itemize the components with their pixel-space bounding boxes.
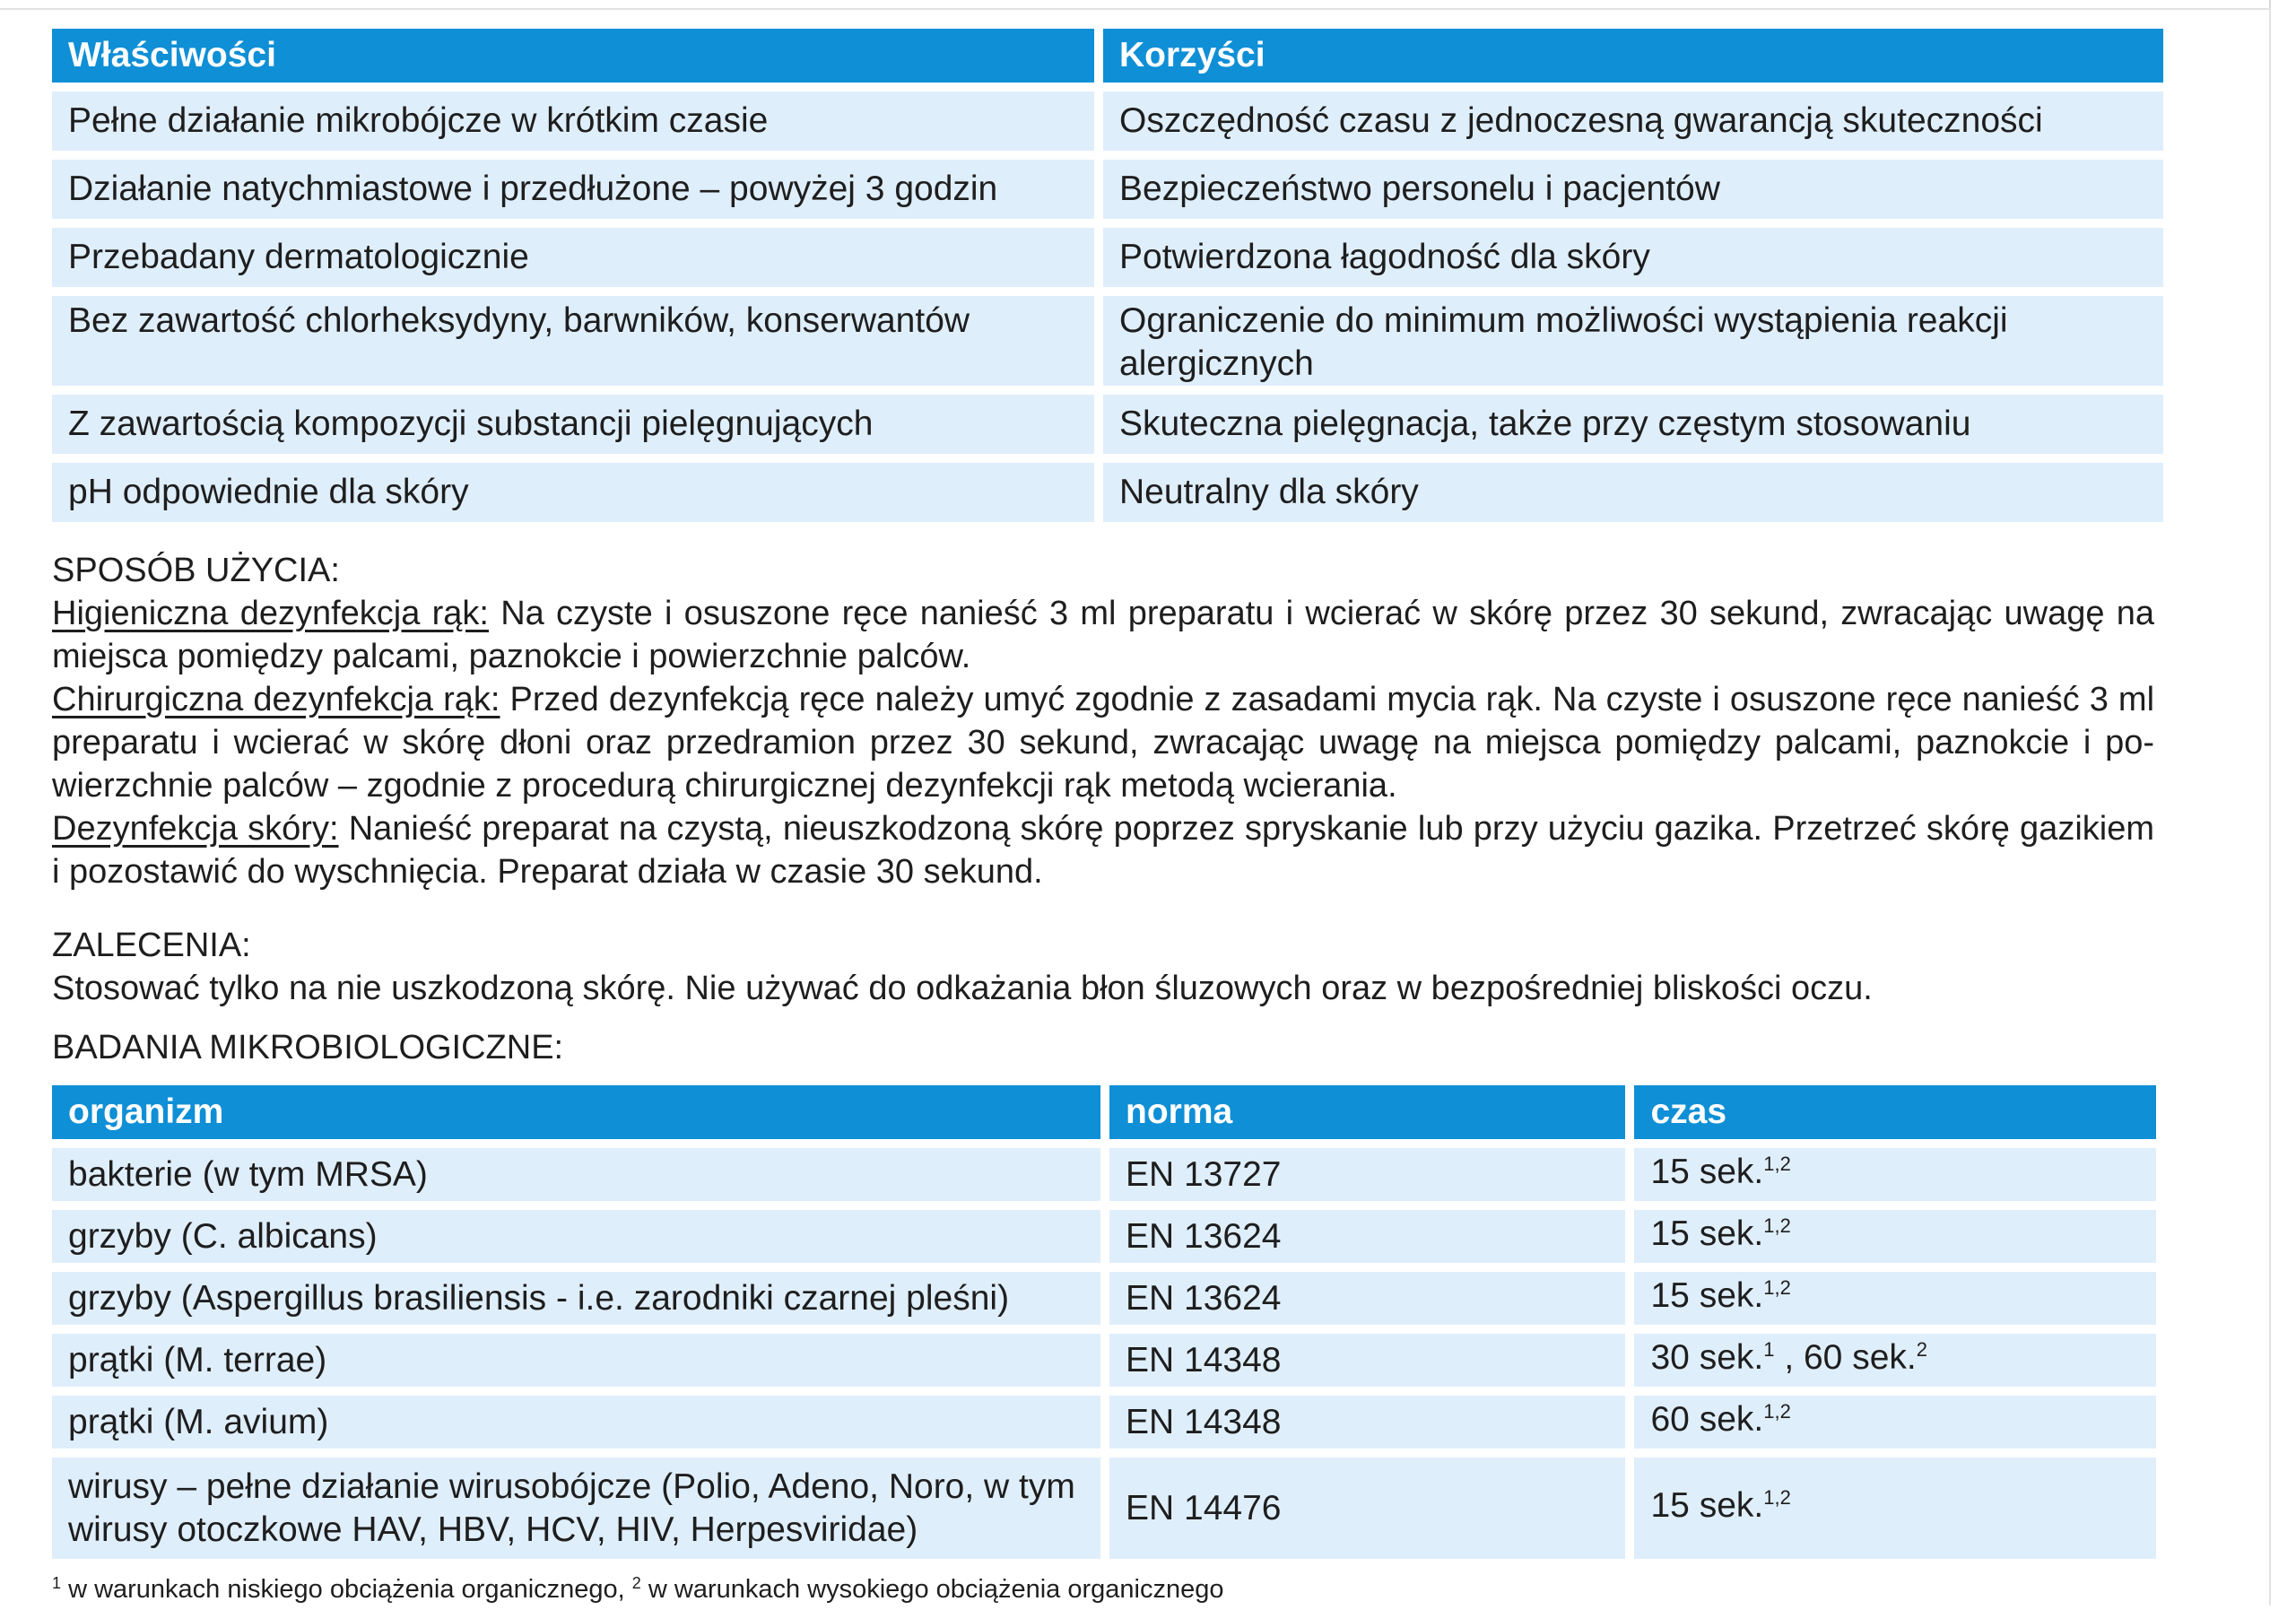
organism-cell: grzyby (C. albicans) (52, 1210, 1100, 1263)
time-cell: 15 sek.$^{1,2}$ (1634, 1210, 2156, 1263)
organism-cell: wirusy – pełne działanie wirusobójcze (Polio, Adeno, Noro, w tym wirusy otoczkowe HAV, HBV, HCV, HIV, Herpesviridae) (52, 1458, 1100, 1559)
norm-cell: EN 14476 (1109, 1458, 1625, 1559)
header-benefits: Korzyści (1103, 29, 2163, 83)
microbiology-table (43, 1076, 2165, 1568)
recommendations-heading: ZALECENIA: (52, 927, 251, 964)
property-cell: Bez zawartość chlorheksydyny, barwników, konserwantów (52, 296, 1094, 386)
table-row (52, 296, 2163, 386)
usage-paragraph (52, 592, 2154, 678)
header-properties: Właściwości (52, 29, 1094, 83)
property-cell: Działanie natychmiastowe i przedłużone – powyżej 3 godzin (52, 160, 1094, 219)
micro-header-row (52, 1085, 2156, 1139)
table-row (52, 395, 2163, 454)
table-row (52, 91, 2163, 151)
table-row (52, 1210, 2156, 1263)
header-time: czas (1634, 1085, 2156, 1139)
benefit-cell: Bezpieczeństwo personelu i pacjentów (1103, 160, 2163, 219)
page-corner (2242, 0, 2271, 9)
usage-section (52, 549, 2154, 893)
usage-paragraph (52, 807, 2154, 893)
organism-cell: prątki (M. avium) (52, 1396, 1100, 1449)
recommendations-section (52, 924, 2154, 1010)
time-cell: 30 sek.$^1$ , 60 sek.$^2$ (1634, 1334, 2156, 1387)
usage-text: Przed dezynfekcją ręce należy umyć zgodnie z zasadami mycia rąk. Na czyste i osuszone ręce nanieść 3 ml preparatu i wcierać w skórę dłoni oraz przedramion przez 30 sekund, zwracając uwagę na miejsca pomiędzy palcami, paznokcie i powierzchnie palców – zgodnie z procedurą chirurgicznej dezynfekcji rąk metodą wcierania. (52, 681, 2155, 805)
page-right-border (2269, 8, 2271, 1606)
organism-cell: bakterie (w tym MRSA) (52, 1148, 1100, 1201)
table-row (52, 1396, 2156, 1449)
recommendations-text: Stosować tylko na nie uszkodzoną skórę. Nie używać do odkażania błon śluzowych oraz w bezpośredniej bliskości oczu. (52, 970, 1873, 1007)
organism-cell: grzyby (Aspergillus brasiliensis - i.e. zarodniki czarnej pleśni) (52, 1272, 1100, 1325)
time-cell: 15 sek.$^{1,2}$ (1634, 1272, 2156, 1325)
norm-cell: EN 13727 (1109, 1148, 1625, 1201)
benefit-cell: Potwierdzona łagodność dla skóry (1103, 228, 2163, 287)
table-row (52, 1148, 2156, 1201)
norm-cell: EN 14348 (1109, 1334, 1625, 1387)
usage-label: Dezynfekcja skóry: (52, 810, 339, 848)
time-cell: 60 sek.$^{1,2}$ (1634, 1396, 2156, 1449)
table-row (52, 1458, 2156, 1559)
table-row (52, 1334, 2156, 1387)
properties-header-row (52, 29, 2163, 83)
micro-heading: BADANIA MIKROBIOLOGICZNE: (52, 1029, 564, 1066)
usage-label: Higieniczna dezynfekcja rąk: (52, 595, 489, 632)
header-organism: organizm (52, 1085, 1100, 1139)
header-norm: norma (1109, 1085, 1625, 1139)
usage-paragraph (52, 678, 2154, 807)
property-cell: Pełne działanie mikrobójcze w krótkim czasie (52, 91, 1094, 151)
usage-heading: SPOSÓB UŻYCIA: (52, 552, 340, 589)
table-row (52, 228, 2163, 287)
time-cell: 15 sek.$^{1,2}$ (1634, 1458, 2156, 1559)
benefit-cell: Skuteczna pielęgnacja, także przy częstym stosowaniu (1103, 395, 2163, 454)
property-cell: Z zawartością kompozycji substancji pielęgnujących (52, 395, 1094, 454)
document-content (52, 20, 2154, 1610)
benefit-cell: Neutralny dla skóry (1103, 463, 2163, 522)
properties-table (43, 20, 2172, 531)
benefit-cell: Oszczędność czasu z jednoczesną gwarancją skuteczności (1103, 91, 2163, 151)
time-cell: 15 sek.$^{1,2}$ (1634, 1148, 2156, 1201)
norm-cell: EN 14348 (1109, 1396, 1625, 1449)
table-row (52, 160, 2163, 219)
usage-text: Nanieść preparat na czystą, nieuszkodzoną skórę poprzez spryskanie lub przy użyciu gazika. Przetrzeć skórę gazikiem i pozostawić do wyschnięcia. Preparat działa w czasie 30 sekund. (52, 810, 2154, 891)
property-cell: Przebadany dermatologicznie (52, 228, 1094, 287)
property-cell: pH odpowiednie dla skóry (52, 463, 1094, 522)
norm-cell: EN 13624 (1109, 1272, 1625, 1325)
benefit-cell: Ograniczenie do minimum możliwości wystąpienia reakcji alergicznych (1103, 296, 2163, 386)
page-top-border (0, 0, 2269, 10)
norm-cell: EN 13624 (1109, 1210, 1625, 1263)
table-row (52, 463, 2163, 522)
table-row (52, 1272, 2156, 1325)
footnote: $^1$ w warunkach niskiego obciążenia organicznego, $^2$ w warunkach wysokiego obciążenia organicznego (52, 1574, 1224, 1604)
micro-section (52, 1026, 2154, 1069)
usage-label: Chirurgiczna dezynfekcja rąk: (52, 681, 500, 718)
usage-text: Na czyste i osuszone ręce nanieść 3 ml preparatu i wcierać w skórę przez 30 sekund, zwracając uwagę na miejsca pomiędzy palcami, paznokcie i powierzchnie palców. (52, 595, 2154, 675)
organism-cell: prątki (M. terrae) (52, 1334, 1100, 1387)
